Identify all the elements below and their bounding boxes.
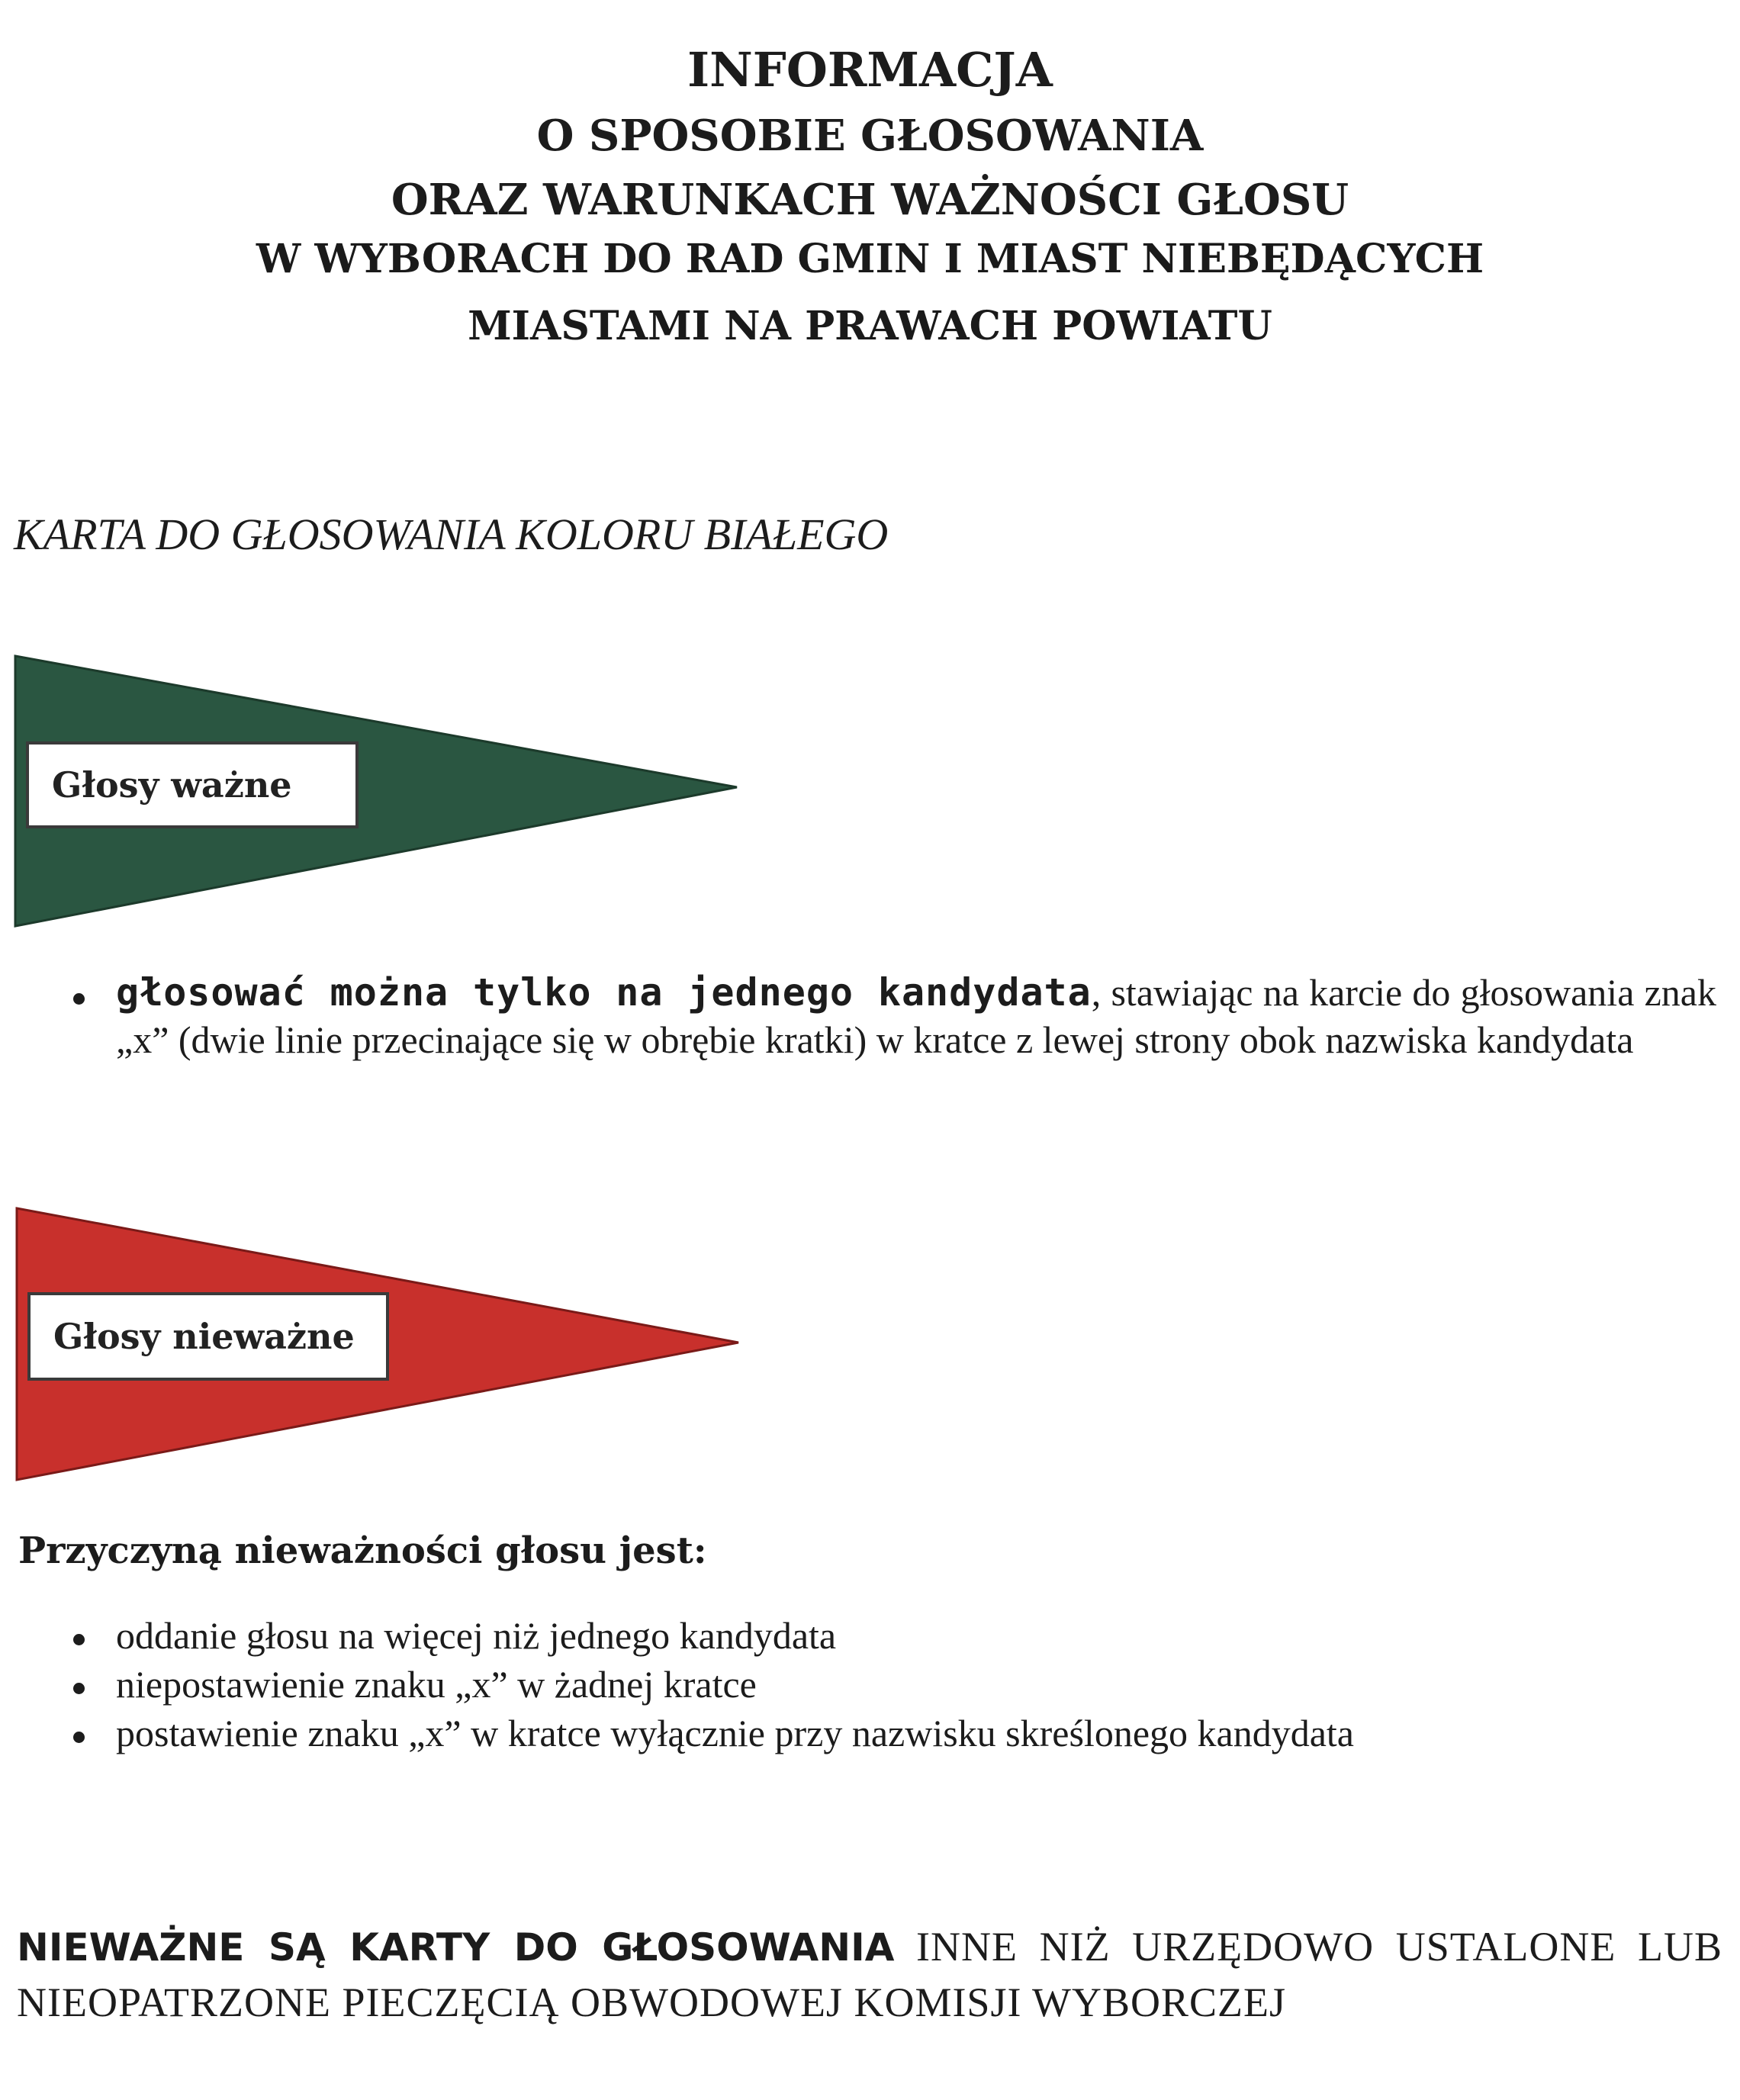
title-line-3: ORAZ WARUNKACH WAŻNOŚCI GŁOSU (391, 175, 1349, 225)
invalid-votes-label: Głosy nieważne (27, 1292, 389, 1381)
footer-notice-emphasis: NIEWAŻNE SĄ KARTY DO GŁOSOWANIA (17, 1925, 895, 1970)
bullet-icon (73, 1634, 85, 1645)
valid-votes-rules (0, 969, 1716, 1063)
list-item (0, 1660, 1716, 1709)
document-title (0, 37, 1740, 232)
reason-text: postawienie znaku „x” w kratce wyłącznie przy nazwisku skreślonego kandydata (116, 1712, 1354, 1754)
invalid-votes-pennant (0, 1205, 748, 1483)
reason-text: niepostawienie znaku „x” w żadnej kratce (116, 1663, 757, 1706)
ballot-card-type: KARTA DO GŁOSOWANIA KOLORU BIAŁEGO (14, 510, 889, 559)
subtitle-line-1: W WYBORACH DO RAD GMIN I MIAST NIEBĘDĄCYCH (256, 236, 1484, 282)
title-line-2: O SPOSOBIE GŁOSOWANIA (536, 111, 1204, 161)
valid-votes-pennant (0, 653, 748, 929)
reason-text: oddanie głosu na więcej niż jednego kandydata (116, 1614, 837, 1657)
valid-rule-text: , stawiając na karcie do głosowania znak „x” (dwie linie przecinające się w obrębie kratki) w kratce z lewej strony obok nazwiska kandydata (116, 971, 1716, 1061)
bullet-icon (73, 993, 85, 1005)
valid-rule-emphasis: głosować można tylko na jednego kandydata (116, 970, 1092, 1015)
bullet-icon (73, 1683, 85, 1694)
bullet-icon (73, 1732, 85, 1743)
invalid-reasons-list (0, 1611, 1716, 1758)
footer-notice (17, 1919, 1722, 2030)
subtitle-line-2: MIASTAMI NA PRAWACH POWIATU (468, 303, 1272, 349)
valid-votes-label: Głosy ważne (26, 741, 359, 828)
title-line-1: INFORMACJA (687, 42, 1053, 98)
list-item (0, 969, 1716, 1063)
invalid-reasons-heading: Przyczyną nieważności głosu jest: (18, 1529, 707, 1572)
list-item (0, 1709, 1716, 1758)
footer-notice-text: INNE NIŻ URZĘDOWO USTALONE LUB NIEOPATRZONE PIECZĘCIĄ OBWODOWEJ KOMISJI WYBORCZEJ (17, 1924, 1722, 2025)
list-item (0, 1611, 1716, 1660)
document-subtitle (0, 226, 1740, 360)
